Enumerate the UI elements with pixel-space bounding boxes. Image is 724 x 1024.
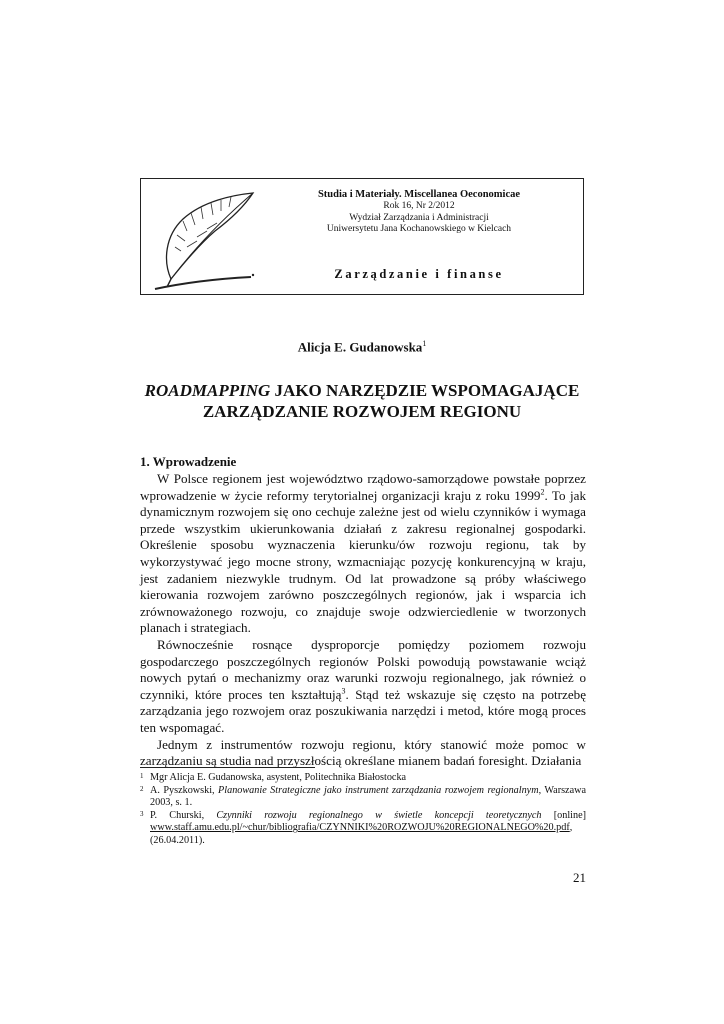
footnote-ref-3: 3 bbox=[341, 686, 346, 696]
author-footnote-ref: 1 bbox=[422, 339, 427, 348]
footnote-number: 1 bbox=[140, 772, 144, 780]
journal-section: Zarządzanie i finanse bbox=[334, 267, 504, 281]
paragraph-1-text-b: . To jak dynamicznym rozwojem się ono cechuje zależne jest od wielu czynników i wymaga przede wszystkim ukierunkowania działań z zakresu regionalnej gospodarki. Określenie sposobu wyznaczenia kierunku/ów rozwoju regionu, tak by wykorzystywać jego mocne strony, wzmacniając pozycję konkurencyjną w kraju, jest zadaniem niezwykle trudnym. Od lat prowadzone są próby właściwego kierowania rozwojem zarówno poszczególnych regionów, jak i wsparcia ich zrównoważonego rozwoju, co znajduje swoje odzwierciedlenie w tworzonych planach i strategiach. bbox=[140, 487, 586, 636]
page-number: 21 bbox=[573, 870, 586, 885]
footnote-prefix: A. Pyszkowski, bbox=[150, 784, 219, 796]
paragraph-2-text-b: . Stąd też wskazuje się często na potrzebę zarządzania jego rozwojem oraz poszukiwania narzędzi i metod, które mogą proces ten wspomagać. bbox=[140, 686, 587, 735]
footnote-prefix: P. Churski, bbox=[150, 809, 217, 821]
journal-year-issue: Rok 16, Nr 2/2012 bbox=[383, 201, 455, 211]
paragraph-1 bbox=[140, 471, 586, 637]
footnote-3 bbox=[140, 810, 586, 848]
paragraph-2-text-a: Równocześnie rosnące dysproporcje pomiędzy poziomem rozwoju gospodarczego poszczególnych regionów Polski powodują powstawanie wciąż nowych pytań o mechanizmy oraz warunki rozwoju regionalnego, jak również o czynniki, które proces ten kształtują bbox=[140, 636, 586, 702]
paragraph-3: Jednym z instrumentów rozwoju regionu, który stanowić może pomoc w zarządzaniu są studia nad przyszłością określane mianem badań foresight. Działania bbox=[140, 736, 586, 769]
title-line2: ZARZĄDZANIE ROZWOJEM REGIONU bbox=[202, 402, 522, 421]
journal-university: Uniwersytetu Jana Kochanowskiego w Kielcach bbox=[326, 224, 512, 234]
footnote-suffix: [online] bbox=[541, 809, 587, 821]
article-body bbox=[140, 471, 586, 770]
footnote-suffix: , Warszawa 2003, s. 1. bbox=[150, 784, 586, 809]
footnote-date: , (26.04.2011). bbox=[150, 822, 573, 846]
paragraph-2 bbox=[140, 637, 586, 737]
footnote-number: 2 bbox=[140, 784, 144, 793]
article-title bbox=[120, 380, 604, 422]
footnote-number: 3 bbox=[140, 809, 144, 818]
footnote-divider bbox=[140, 767, 315, 768]
quill-pen-icon bbox=[153, 191, 258, 291]
footnote-2 bbox=[140, 785, 586, 810]
section-heading: 1. Wprowadzenie bbox=[140, 454, 237, 469]
footnote-text: Mgr Alicja E. Gudanowska, asystent, Politechnika Białostocka bbox=[150, 772, 407, 783]
journal-info bbox=[259, 188, 579, 236]
author-name: Alicja E. Gudanowska bbox=[297, 339, 423, 355]
footnotes bbox=[140, 772, 586, 848]
title-line1: JAKO NARZĘDZIE WSPOMAGAJĄCE bbox=[270, 381, 580, 400]
journal-faculty: Wydział Zarządzania i Administracji bbox=[349, 212, 489, 223]
footnote-url-link[interactable]: www.staff.amu.edu.pl/~chur/bibliografia/CZYNNIKI%20ROZWOJU%20REGIONALNEGO%20.pdf bbox=[150, 822, 570, 834]
footnote-ref-2: 2 bbox=[540, 487, 545, 497]
footnote-title: Planowanie Strategiczne jako instrument zarządzania rozwojem regionalnym bbox=[218, 784, 539, 796]
journal-header-box bbox=[140, 178, 584, 295]
footnote-title: Czynniki rozwoju regionalnego w świetle koncepcji teoretycznych bbox=[216, 809, 542, 821]
footnote-1 bbox=[140, 772, 586, 785]
paragraph-1-text-a: W Polsce regionem jest województwo rządowo-samorządowe powstałe poprzez wprowadzenie w życie reformy terytorialnej organizacji kraju z roku 1999 bbox=[140, 471, 586, 503]
journal-title: Studia i Materiały. Miscellanea Oeconomicae bbox=[317, 189, 521, 200]
article-author bbox=[0, 339, 724, 355]
title-italic-term: ROADMAPPING bbox=[144, 381, 271, 400]
